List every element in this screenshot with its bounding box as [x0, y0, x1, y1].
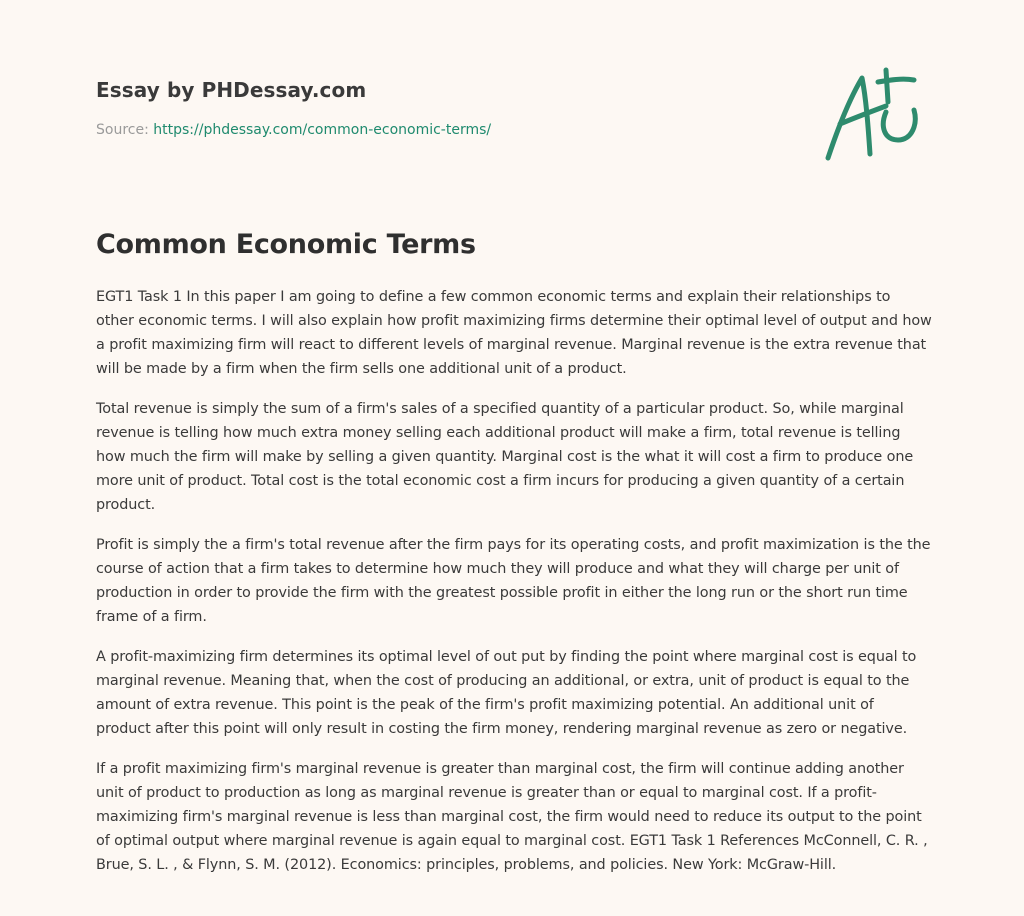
source-link[interactable]: https://phdessay.com/common-economic-terms/ [153, 122, 492, 138]
paragraph: If a profit maximizing firm's marginal revenue is greater than marginal cost, the firm will continue adding another unit of product to production as long as marginal revenue is greater than or equal to marginal cost. If a profit-maximizing firm's marginal revenue is less than marginal cost, the firm would need to reduce its output to the point of optimal output where marginal revenue is again equal to marginal cost. EGT1 Task 1 References McConnell, C. R. , Brue, S. L. , & Flynn, S. M. (2012). Economics: principles, problems, and policies. New York: McGraw-Hill. [96, 761, 928, 873]
essay-header [96, 76, 696, 140]
source-label: Source: [96, 122, 154, 138]
a-plus-logo-icon [820, 66, 930, 166]
article-body [96, 285, 932, 893]
site-brand: Essay by PHDessay.com [96, 78, 367, 102]
source-line [96, 120, 696, 140]
paragraph: Total revenue is simply the sum of a firm's sales of a specified quantity of a particular product. So, while marginal revenue is telling how much extra money selling each additional product will make a firm, total revenue is telling how much the firm will make by selling a given quantity. Marginal cost is the what it will cost a firm to produce one more unit of product. Total cost is the total economic cost a firm incurs for producing a given quantity of a certain product. [96, 401, 914, 513]
paragraph: Profit is simply the a firm's total revenue after the firm pays for its operating costs, and profit maximization is the the course of action that a firm takes to determine how much they will produce and what they will charge per unit of production in order to provide the firm with the greatest possible profit in either the long run or the short run time frame of a firm. [96, 537, 931, 625]
article-title: Common Economic Terms [96, 229, 476, 260]
paragraph: EGT1 Task 1 In this paper I am going to define a few common economic terms and explain their relationships to other economic terms. I will also explain how profit maximizing firms determine their optimal level of output and how a profit maximizing firm will react to different levels of marginal revenue. Marginal revenue is the extra revenue that will be made by a firm when the firm sells one additional unit of a product. [96, 289, 932, 377]
paragraph: A profit-maximizing firm determines its optimal level of out put by finding the point where marginal cost is equal to marginal revenue. Meaning that, when the cost of producing an additional, or extra, unit of product is equal to the amount of extra revenue. This point is the peak of the firm's profit maximizing potential. An additional unit of product after this point will only result in costing the firm money, rendering marginal revenue as zero or negative. [96, 649, 917, 737]
